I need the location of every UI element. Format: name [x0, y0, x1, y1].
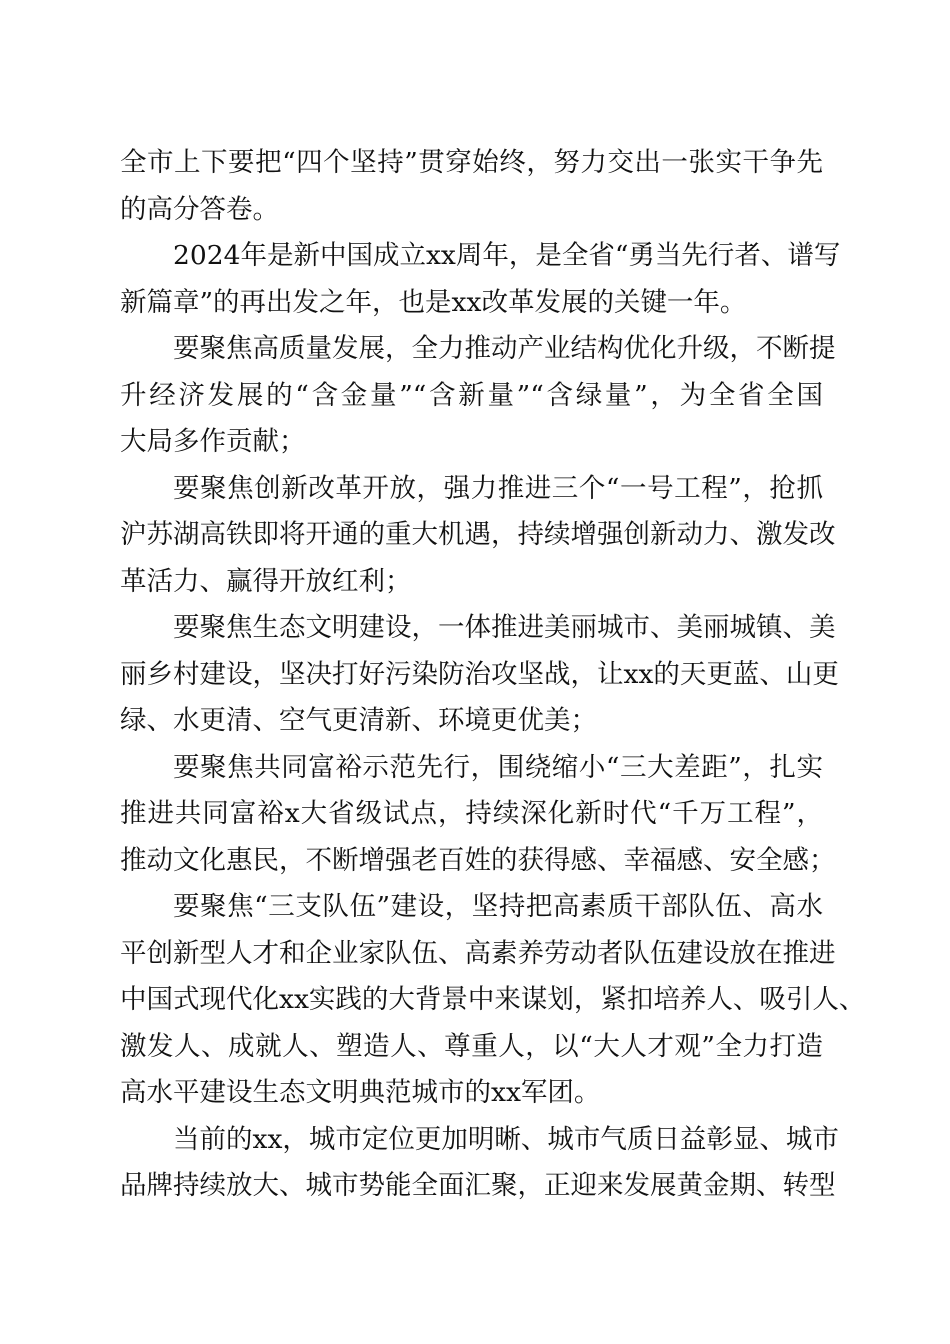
document-body [120, 140, 866, 1210]
text-line: 要聚焦高质量发展，全力推动产业结构优化升级，不断提 [173, 333, 836, 364]
text-line: 的高分答卷。 [120, 193, 279, 225]
text-line: 品牌持续放大、城市势能全面汇聚，正迎来发展黄金期、转型 [120, 1170, 836, 1201]
text-line: 革活力、赢得开放红利； [120, 565, 412, 597]
text-line: 大局多作贡献； [120, 426, 306, 457]
text-line: 中国式现代化xx实践的大背景中来谋划，紧扣培养人、吸引人、 [120, 984, 866, 1015]
text-line: 推动文化惠民，不断增强老百姓的获得感、幸福感、安全感； [120, 844, 836, 876]
text-line: 沪苏湖高铁即将开通的重大机遇，持续增强创新动力、激发改 [120, 519, 836, 550]
text-line: 当前的xx，城市定位更加明晰、城市气质日益彰显、城市 [173, 1123, 839, 1155]
text-line: 新篇章”的再出发之年，也是xx改革发展的关键一年。 [120, 286, 747, 318]
text-line: 要聚焦创新改革开放，强力推进三个“一号工程”，抢抓 [173, 472, 823, 504]
text-line: 平创新型人才和企业家队伍、高素养劳动者队伍建设放在推进 [120, 937, 836, 969]
text-line: 全市上下要把“四个坚持”贯穿始终，努力交出一张实干争先 [120, 147, 823, 178]
text-line: 要聚焦“三支队伍”建设，坚持把高素质干部队伍、高水 [173, 891, 823, 922]
text-line: 要聚焦生态文明建设，一体推进美丽城市、美丽城镇、美 [173, 612, 836, 643]
text-line: 2024年是新中国成立xx周年，是全省“勇当先行者、谱写 [173, 240, 841, 271]
text-line: 丽乡村建设，坚决打好污染防治攻坚战，让xx的天更蓝、山更 [120, 658, 839, 690]
text-line: 升经济发展的“含金量”“含新量”“含绿量”，为全省全国 [120, 379, 823, 411]
text-line: 要聚焦共同富裕示范先行，围绕缩小“三大差距”，扎实 [173, 751, 823, 783]
text-line: 高水平建设生态文明典范城市的xx军团。 [120, 1077, 601, 1108]
text-line: 激发人、成就人、塑造人、尊重人，以“大人才观”全力打造 [120, 1030, 823, 1062]
text-line: 绿、水更清、空气更清新、环境更优美； [120, 705, 597, 736]
text-line: 推进共同富裕x大省级试点，持续深化新时代“千万工程”， [120, 798, 823, 829]
